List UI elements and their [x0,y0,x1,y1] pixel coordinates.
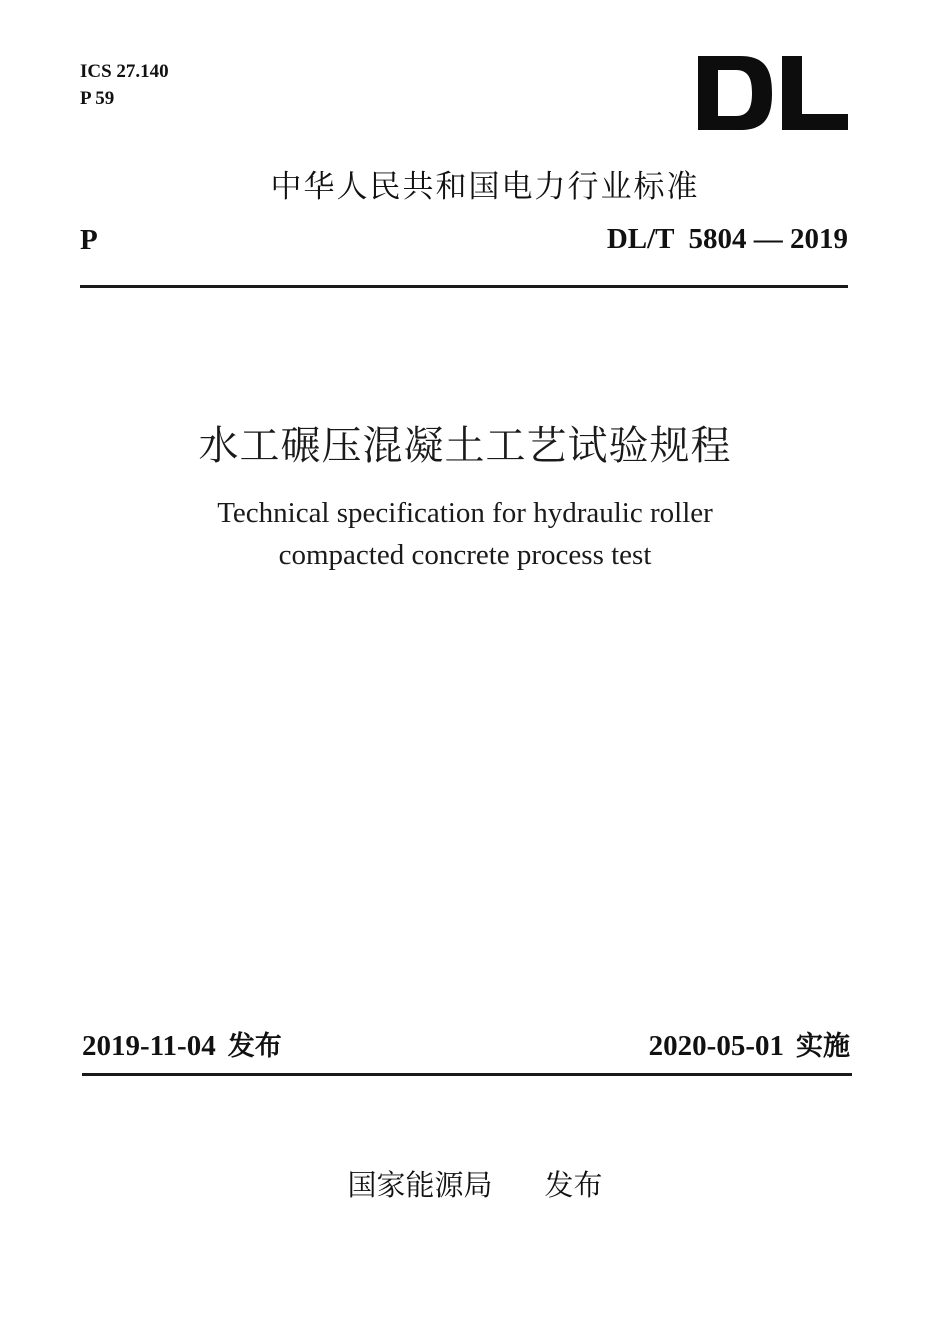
classification-code: P 59 [80,88,115,109]
publish-label: 发布 [227,1031,282,1062]
implement-label: 实施 [796,1031,850,1062]
title-english-line-1: Technical specification for hydraulic roller [217,497,713,529]
implement-date: 2020-05-01 [648,1030,784,1062]
dl-logo-d [698,56,772,130]
bottom-divider [82,1073,852,1076]
dl-logo-l [782,56,848,130]
top-divider [80,285,848,288]
title-english-line-2: compacted concrete process test [278,539,652,571]
issuer-name: 国家能源局 [347,1168,493,1202]
standard-number: DL/T 5804 — 2019 [606,223,848,255]
issuer-action: 发布 [544,1168,603,1202]
issuer-line [0,1163,950,1204]
publish-date: 2019-11-04 [82,1030,216,1062]
title-chinese: 水工碾压混凝土工艺试验规程 [198,423,732,469]
publish-date-block [82,1024,282,1063]
title-english [0,492,950,576]
dl-logo [698,56,848,130]
ics-code: ICS 27.140 [80,61,169,82]
category-letter: P [80,224,98,256]
ics-block [80,58,169,112]
implement-date-block [649,1024,850,1063]
industry-standard-heading: 中华人民共和国电力行业标准 [270,169,700,205]
